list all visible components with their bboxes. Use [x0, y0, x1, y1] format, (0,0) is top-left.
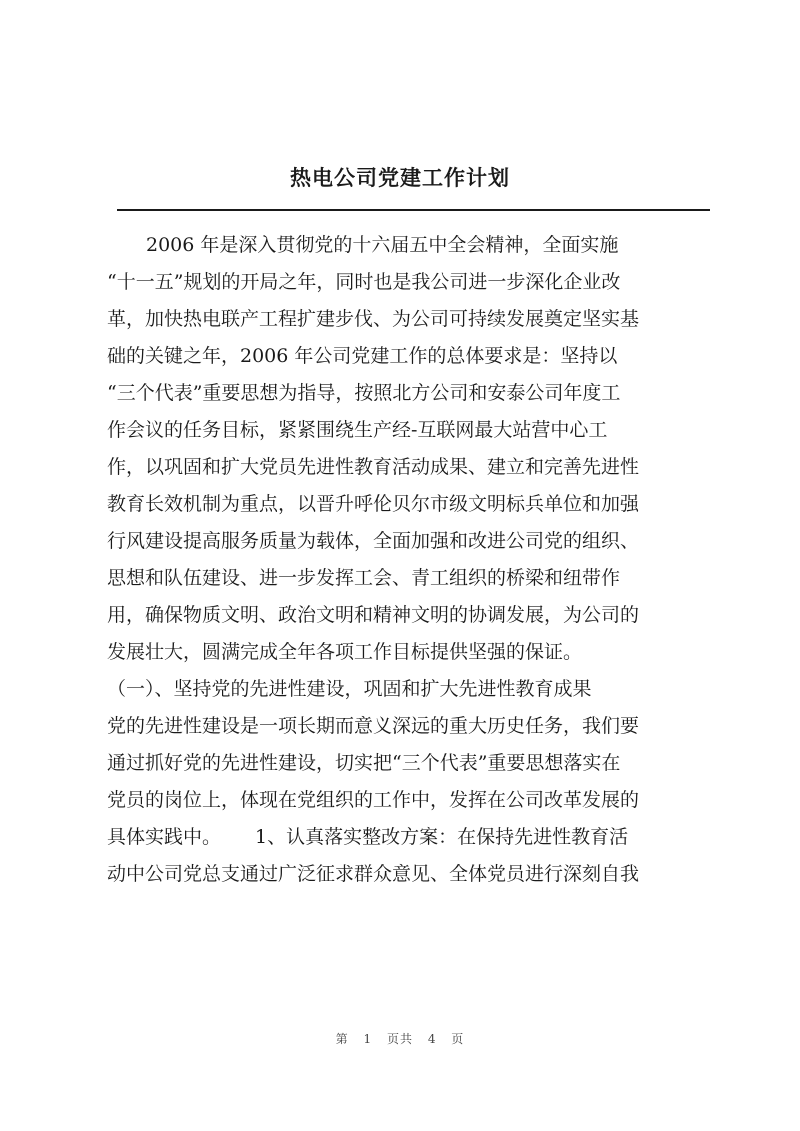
- paragraph-line-start: 具体实践中。: [107, 826, 222, 848]
- paragraph-line: 教育长效机制为重点，以晋升呼伦贝尔市级文明标兵单位和加强: [107, 493, 640, 515]
- footer-page-number: 1: [363, 1032, 373, 1046]
- paragraph-line: 思想和队伍建设、进一步发挥工会、青工组织的桥梁和纽带作: [107, 567, 621, 589]
- paragraph-line: 础的关键之年，2006 年公司党建工作的总体要求是：坚持以: [107, 345, 618, 367]
- paragraph-line: 作，以巩固和扩大党员先进性教育活动成果、建立和完善先进性: [107, 456, 640, 478]
- footer-mid: 页共: [386, 1032, 413, 1046]
- paragraph-line: 革，加快热电联产工程扩建步伐、为公司可持续发展奠定坚实基: [107, 308, 640, 330]
- paragraph-line: 用，确保物质文明、政治文明和精神文明的协调发展，为公司的: [107, 604, 640, 626]
- paragraph-line: 发展壮大，圆满完成全年各项工作目标提供坚强的保证。: [107, 641, 583, 663]
- paragraph-line: 党员的岗位上，体现在党组织的工作中，发挥在公司改革发展的: [107, 789, 640, 811]
- paragraph-line: 党的先进性建设是一项长期而意义深远的重大历史任务，我们要: [107, 715, 640, 737]
- paragraph-line: 作会议的任务目标，紧紧围绕生产经-互联网最大站营中心工: [107, 419, 608, 441]
- paragraph-line: 行风建设提高服务质量为载体，全面加强和改进公司党的组织、: [107, 530, 640, 552]
- title-underline: [117, 209, 710, 211]
- paragraph-line: 动中公司党总支通过广泛征求群众意见、全体党员进行深刻自我: [107, 863, 640, 885]
- paragraph-line: “三个代表”重要思想为指导，按照北方公司和安泰公司年度工: [107, 382, 621, 404]
- numbered-item-start: 1、认真落实整改方案：在保持先进性教育活: [255, 826, 629, 848]
- paragraph-line: 通过抓好党的先进性建设，切实把“三个代表”重要思想落实在: [107, 752, 621, 774]
- paragraph-line: “十一五”规划的开局之年，同时也是我公司进一步深化企业改: [107, 271, 621, 293]
- paragraph-line: 2006 年是深入贯彻党的十六届五中全会精神，全面实施: [146, 234, 619, 256]
- footer-prefix: 第: [335, 1032, 349, 1046]
- document-title: 热电公司党建工作计划: [290, 165, 510, 190]
- page-footer: [0, 1030, 800, 1047]
- paragraph-line: [107, 824, 800, 850]
- footer-total-pages: 4: [427, 1032, 437, 1046]
- footer-suffix: 页: [451, 1032, 465, 1046]
- section-heading: （一）、坚持党的先进性建设，巩固和扩大先进性教育成果: [107, 678, 592, 700]
